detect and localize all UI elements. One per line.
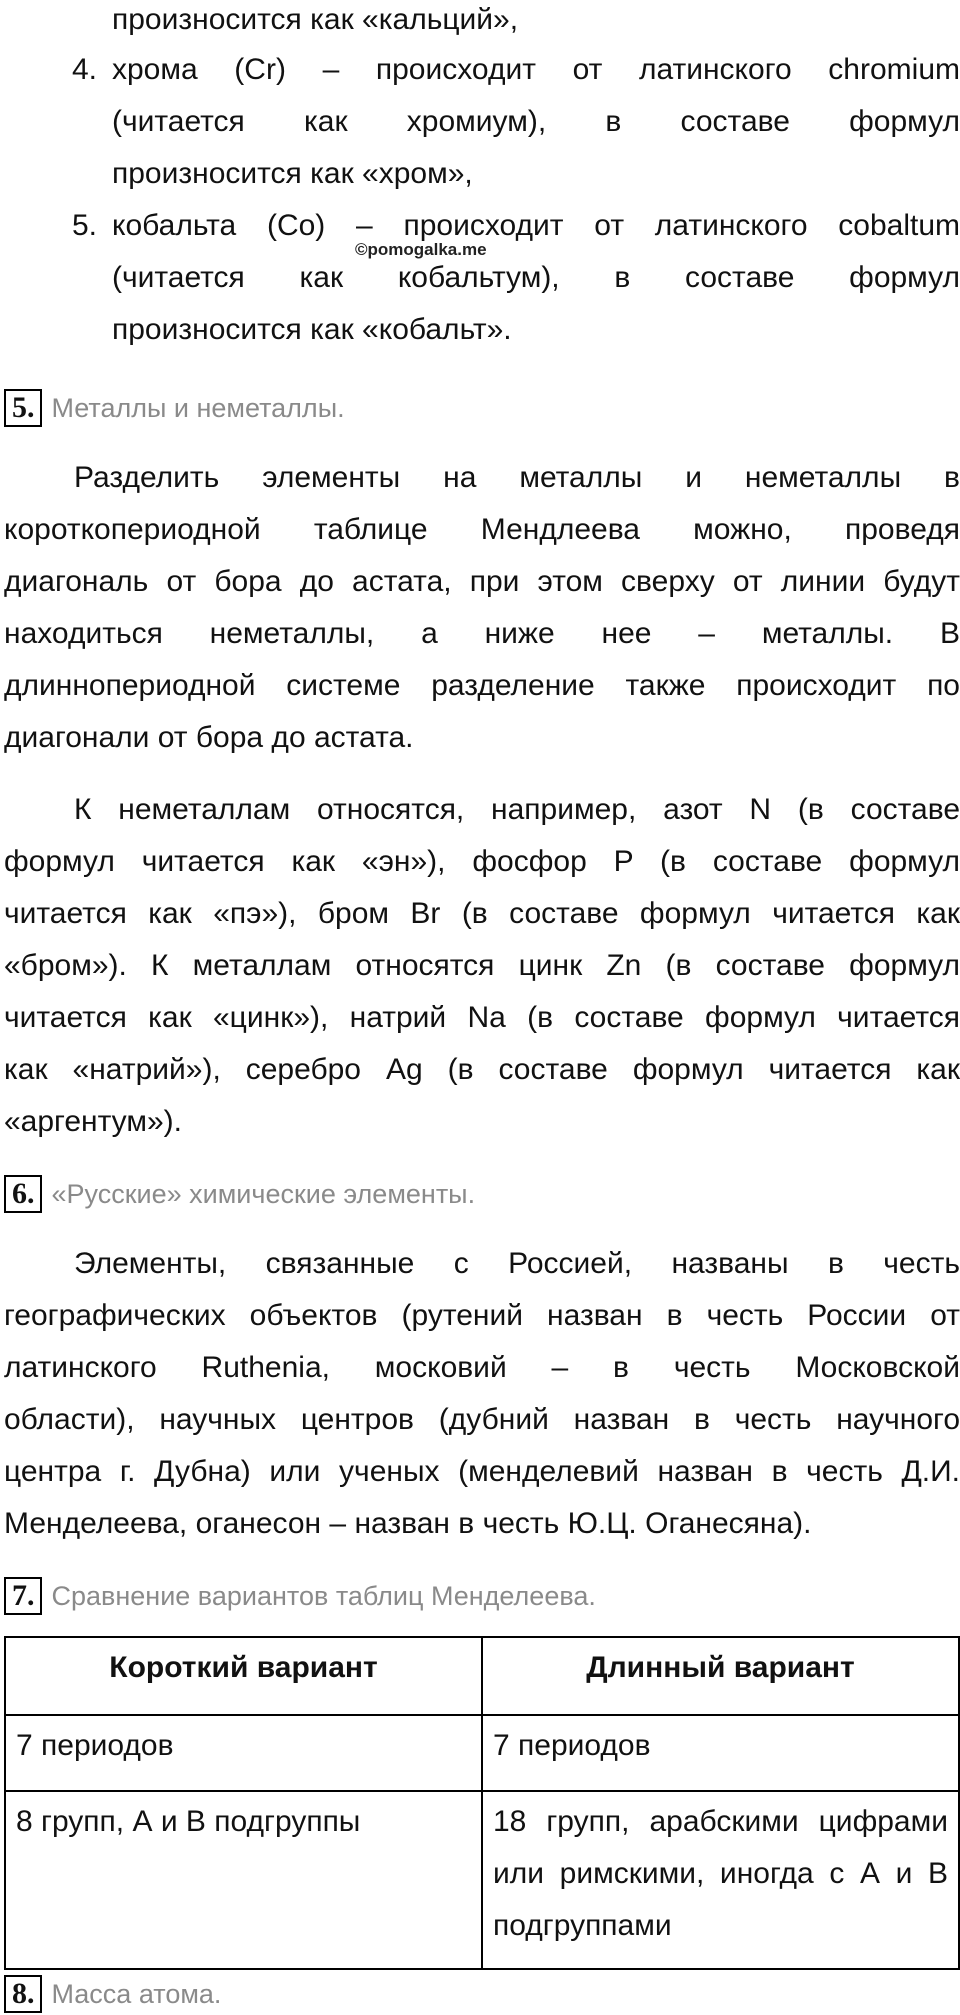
paragraph-line: Разделить элементы на металлы и неметаллы в <box>74 461 960 494</box>
paragraph-line: области), научных центров (дубний назван в честь научного <box>4 1403 960 1436</box>
comparison-table <box>4 1636 960 1970</box>
paragraph-line: диагонали от бора до астата. <box>4 721 414 754</box>
table-header-cell: Короткий вариант <box>5 1637 482 1715</box>
task-5-header <box>4 388 345 428</box>
list-item-line: (читается как кобальтум), в составе формул <box>112 261 960 294</box>
paragraph-line: находиться неметаллы, а ниже нее – металлы. В <box>4 617 960 650</box>
table-row <box>5 1791 959 1969</box>
table-cell: 8 групп, А и В подгруппы <box>5 1791 482 1969</box>
paragraph-line: центра г. Дубна) или ученых (менделевий назван в честь Д.И. <box>4 1455 960 1488</box>
list-item-line: произносится как «кобальт». <box>112 313 512 346</box>
task-number: 5. <box>4 389 42 427</box>
task-number: 8. <box>4 1975 42 2013</box>
list-item-number: 5. <box>72 209 98 242</box>
paragraph-line: «аргентум»). <box>4 1105 182 1138</box>
paragraph-line: читается как «цинк»), натрий Na (в составе формул читается <box>4 1001 960 1034</box>
paragraph-line: К неметаллам относятся, например, азот N (в составе <box>74 793 960 826</box>
table-cell: 7 периодов <box>5 1715 482 1791</box>
paragraph-line: читается как «пэ»), бром Br (в составе формул читается как <box>4 897 960 930</box>
paragraph-line: географических объектов (рутений назван в честь России от <box>4 1299 960 1332</box>
list-continuation-line: произносится как «кальций», <box>112 3 519 36</box>
paragraph-line: формул читается как «эн»), фосфор P (в составе формул <box>4 845 960 878</box>
task-title: Сравнение вариантов таблиц Менделеева. <box>51 1580 596 1611</box>
list-item-line: произносится как «хром», <box>112 157 473 190</box>
table-cell: 18 групп, арабскими цифрами или римскими, иногда с А и В подгруппами <box>482 1791 959 1969</box>
paragraph-line: Элементы, связанные с Россией, названы в честь <box>74 1247 960 1280</box>
watermark: ©pomogalka.me <box>355 240 487 259</box>
task-6-header <box>4 1174 475 1214</box>
table-header-row <box>5 1637 959 1715</box>
task-title: Масса атома. <box>51 1978 222 2009</box>
paragraph-line: как «натрий»), серебро Ag (в составе формул читается как <box>4 1053 960 1086</box>
task-7-header <box>4 1576 596 1616</box>
task-title: «Русские» химические элементы. <box>51 1178 476 1209</box>
paragraph-line: Менделеева, оганесон – назван в честь Ю.Ц. Оганесяна). <box>4 1507 812 1540</box>
paragraph-line: «бром»). К металлам относятся цинк Zn (в составе формул <box>4 949 960 982</box>
task-number: 7. <box>4 1577 42 1615</box>
list-item-line: (читается как хромиум), в составе формул <box>112 105 960 138</box>
task-title: Металлы и неметаллы. <box>51 392 345 423</box>
table-row <box>5 1715 959 1791</box>
paragraph-line: короткопериодной таблице Мендлеева можно, проведя <box>4 513 960 546</box>
task-number: 6. <box>4 1175 42 1213</box>
paragraph-line: длиннопериодной системе разделение также происходит по <box>4 669 960 702</box>
list-item-number: 4. <box>72 53 98 86</box>
table-cell: 7 периодов <box>482 1715 959 1791</box>
list-item-line: хрома (Cr) – происходит от латинского chromium <box>112 53 960 86</box>
paragraph-line: латинского Ruthenia, московий – в честь Московской <box>4 1351 960 1384</box>
paragraph-line: диагональ от бора до астата, при этом сверху от линии будут <box>4 565 960 598</box>
list-item-line: кобальта (Co) – происходит от латинского cobaltum <box>112 209 960 242</box>
task-8-header <box>4 1974 221 2014</box>
table-header-cell: Длинный вариант <box>482 1637 959 1715</box>
